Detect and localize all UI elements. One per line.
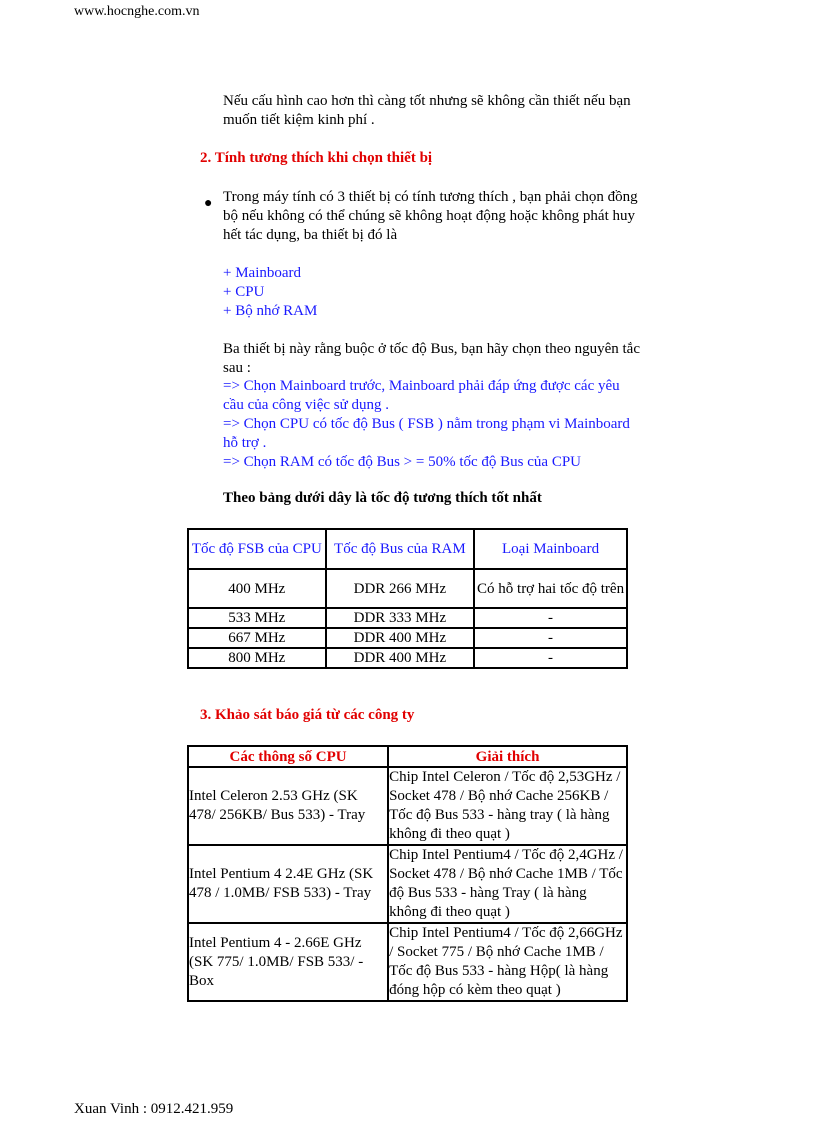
device-list-item-ram: + Bộ nhớ RAM [223, 303, 318, 319]
cell-ram: DDR 400 MHz [326, 648, 475, 668]
section-2-heading: 2. Tính tương thích khi chọn thiết bị [200, 150, 433, 166]
page-header-url: www.hocnghe.com.vn [74, 4, 200, 19]
table-header-row [188, 529, 627, 569]
cell-mainboard: - [474, 628, 627, 648]
table-row [188, 628, 627, 648]
header-explanation: Giải thích [388, 746, 627, 767]
cell-explanation: Chip Intel Celeron / Tốc độ 2,53GHz / Socket 478 / Bộ nhớ Cache 256KB / Tốc độ Bus 533 - hàng tray ( là hàng không đi theo quạt ) [388, 767, 627, 845]
cell-fsb: 400 MHz [188, 569, 326, 608]
table-row [188, 569, 627, 608]
rule-ram: => Chọn RAM có tốc độ Bus > = 50% tốc độ Bus của CPU [223, 454, 582, 470]
table-row [188, 923, 627, 1001]
header-mainboard-type: Loại Mainboard [474, 529, 627, 569]
header-ram-bus-speed: Tốc độ Bus của RAM [326, 529, 475, 569]
compatibility-table [187, 528, 628, 669]
compatibility-bullet-text: Trong máy tính có 3 thiết bị có tính tương thích , bạn phải chọn đồng bộ nếu không có thể chúng sẽ không hoạt động hoặc không phát huy hết tác dụng, ba thiết bị đó là [223, 189, 638, 243]
cell-cpu-spec: Intel Pentium 4 - 2.66E GHz (SK 775/ 1.0MB/ FSB 533/ - Box [188, 923, 388, 1001]
table-row [188, 767, 627, 845]
cell-explanation: Chip Intel Pentium4 / Tốc độ 2,66GHz / Socket 775 / Bộ nhớ Cache 1MB / Tốc độ Bus 533 - hàng Hộp( là hàng đóng hộp có kèm theo quạt ) [388, 923, 627, 1001]
page-footer-author: Xuan Vinh : 0912.421.959 [74, 1101, 234, 1117]
rule-cpu: => Chọn CPU có tốc độ Bus ( FSB ) nằm trong phạm vi Mainboard hỗ trợ . [223, 416, 630, 451]
cell-fsb: 667 MHz [188, 628, 326, 648]
cell-cpu-spec: Intel Celeron 2.53 GHz (SK 478/ 256KB/ Bus 533) - Tray [188, 767, 388, 845]
cell-cpu-spec: Intel Pentium 4 2.4E GHz (SK 478 / 1.0MB/ FSB 533) - Tray [188, 845, 388, 923]
bullet-icon: ● [204, 196, 213, 211]
table-caption: Theo bảng dưới dây là tốc độ tương thích tốt nhất [223, 490, 542, 506]
cell-fsb: 533 MHz [188, 608, 326, 628]
device-list-item-cpu: + CPU [223, 284, 265, 300]
cell-mainboard: - [474, 608, 627, 628]
cell-ram: DDR 333 MHz [326, 608, 475, 628]
cell-mainboard: Có hỗ trợ hai tốc độ trên [474, 569, 627, 608]
cpu-price-table [187, 745, 628, 1002]
table-row [188, 648, 627, 668]
table-header-row [188, 746, 627, 767]
device-list-item-mainboard: + Mainboard [223, 265, 302, 281]
header-fsb-speed: Tốc độ FSB của CPU [188, 529, 326, 569]
cell-ram: DDR 400 MHz [326, 628, 475, 648]
intro-paragraph: Nếu cấu hình cao hơn thì càng tốt nhưng sẽ không cần thiết nếu bạn muốn tiết kiệm kinh phí . [223, 93, 631, 128]
table-row [188, 608, 627, 628]
cell-explanation: Chip Intel Pentium4 / Tốc độ 2,4GHz / Socket 478 / Bộ nhớ Cache 1MB / Tốc độ Bus 533 - hàng Tray ( là hàng không đi theo quạt ) [388, 845, 627, 923]
cell-fsb: 800 MHz [188, 648, 326, 668]
header-cpu-specs: Các thông số CPU [188, 746, 388, 767]
section-3-heading: 3. Khảo sát báo giá từ các công ty [200, 707, 415, 723]
cell-mainboard: - [474, 648, 627, 668]
table-row [188, 845, 627, 923]
cell-ram: DDR 266 MHz [326, 569, 475, 608]
rule-intro: Ba thiết bị này rằng buộc ở tốc độ Bus, bạn hãy chọn theo nguyên tắc sau : [223, 341, 640, 376]
rule-mainboard: => Chọn Mainboard trước, Mainboard phải đáp ứng được các yêu cầu của công việc sử dụng . [223, 378, 620, 413]
